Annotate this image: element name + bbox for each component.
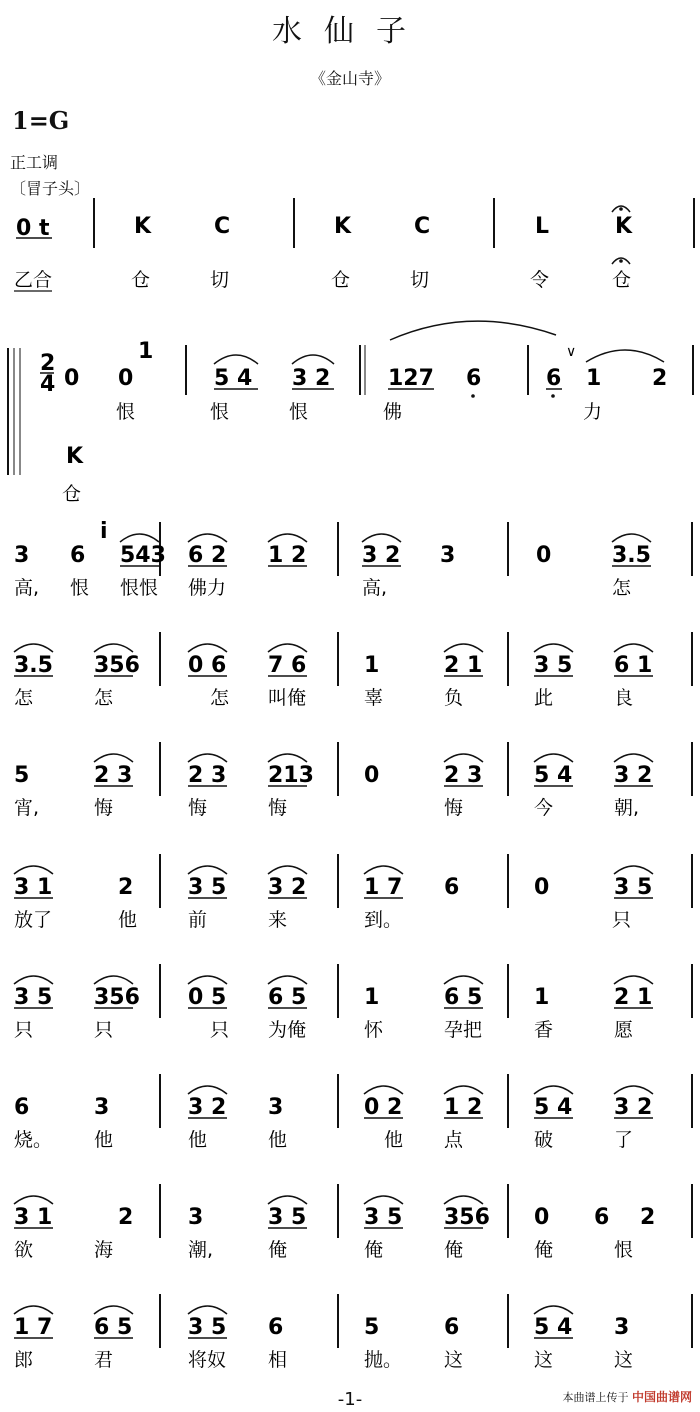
slur	[188, 754, 227, 762]
slur	[188, 866, 227, 874]
note: 3 1	[14, 875, 53, 900]
lyric: 恨	[70, 577, 90, 599]
lyric: 朝,	[614, 797, 640, 819]
lyric: 这	[614, 1349, 634, 1371]
grace-note: 1	[138, 339, 154, 364]
score-row	[14, 1074, 692, 1151]
note: 6	[14, 1095, 30, 1120]
lyric: 俺	[534, 1239, 554, 1261]
slur	[14, 976, 53, 984]
note: 3 5	[14, 985, 53, 1010]
lyric: 佛	[383, 401, 403, 423]
lyric: 怎	[94, 687, 114, 709]
note: 1 2	[444, 1095, 483, 1120]
lyric: 将奴	[188, 1349, 227, 1371]
slur	[444, 754, 483, 762]
slur	[364, 1086, 403, 1094]
slur	[614, 754, 653, 762]
note: 5	[14, 763, 30, 788]
score-row	[14, 1294, 692, 1371]
slur	[14, 866, 53, 874]
lyric: 此	[534, 687, 554, 709]
note: 6	[466, 366, 482, 391]
lyric: 海	[94, 1239, 114, 1261]
slur	[364, 1196, 403, 1204]
lyric: 他	[384, 1129, 404, 1151]
note: 6 1	[614, 653, 653, 678]
intro-note: K	[334, 214, 352, 239]
lyric: 悔	[94, 797, 114, 819]
lyric: 他	[268, 1129, 288, 1151]
slur	[534, 754, 573, 762]
note: 356	[94, 653, 140, 678]
slur	[268, 754, 307, 762]
note: 1 2	[268, 543, 307, 568]
credit-brand: 中国曲谱网	[631, 1390, 692, 1404]
note: 0 5	[188, 985, 227, 1010]
lyric: 这	[534, 1349, 554, 1371]
slur	[614, 1086, 653, 1094]
lyric: 今	[534, 797, 554, 819]
lyric: 俺	[268, 1239, 288, 1261]
slur	[188, 976, 227, 984]
slur	[188, 1086, 227, 1094]
slur	[268, 1196, 307, 1204]
note: 3 2	[188, 1095, 227, 1120]
slur	[14, 1306, 53, 1314]
grace-note: i	[100, 519, 108, 544]
lyric: 叫俺	[268, 687, 307, 709]
note: 0	[534, 1205, 550, 1230]
lyric: 点	[444, 1129, 464, 1151]
slur	[534, 644, 573, 652]
note: 2 3	[444, 763, 483, 788]
score-row	[14, 1184, 692, 1261]
lyric: 怀	[364, 1019, 384, 1041]
lyric: 力	[583, 401, 603, 423]
note: 3	[14, 543, 30, 568]
mode-label: 正工调	[10, 153, 59, 172]
lyric: 恨恨	[120, 577, 159, 599]
slur	[214, 355, 258, 364]
note: 5	[364, 1315, 380, 1340]
slur	[188, 534, 227, 542]
percussion-note: K	[66, 444, 84, 469]
note: 6	[594, 1205, 610, 1230]
percussion-lyric: 仓	[62, 483, 82, 505]
lyric: 孕把	[444, 1019, 483, 1041]
lyric: 宵,	[14, 797, 40, 819]
section-label: 〔冒子头〕	[10, 179, 91, 198]
lyric: 香	[534, 1019, 554, 1041]
note: 7 6	[268, 653, 307, 678]
lyric: 俺	[364, 1239, 384, 1261]
lyric: 郎	[14, 1349, 34, 1371]
slur	[94, 644, 133, 652]
slur	[586, 350, 664, 362]
note: 0	[118, 366, 134, 391]
slur	[94, 754, 133, 762]
lyric: 恨	[614, 1239, 634, 1261]
credit-text: 本曲谱上传于	[562, 1391, 629, 1404]
note: 213	[268, 763, 314, 788]
intro-note: 0 t	[16, 216, 50, 241]
slur	[444, 644, 483, 652]
note: 1 7	[364, 875, 403, 900]
note: 1	[364, 985, 380, 1010]
intro-lyric: 切	[210, 269, 230, 291]
time-sig-bottom: 4	[40, 372, 56, 397]
note: 0	[536, 543, 552, 568]
intro-note: L	[535, 214, 550, 239]
slur	[614, 866, 653, 874]
note: 3	[94, 1095, 110, 1120]
note: 3 5	[534, 653, 573, 678]
note: 6	[444, 875, 460, 900]
note: 6	[546, 366, 562, 391]
intro-lyric: 令	[530, 269, 550, 291]
slur	[120, 534, 159, 542]
lyric: 俺	[444, 1239, 464, 1261]
note: 0	[64, 366, 80, 391]
note: 1	[586, 366, 602, 391]
slur	[14, 644, 53, 652]
lyric: 怎	[612, 577, 632, 599]
note: 3 5	[188, 1315, 227, 1340]
slur	[614, 644, 653, 652]
note: 3 2	[614, 1095, 653, 1120]
note: 0	[364, 763, 380, 788]
lyric: 良	[614, 687, 634, 709]
note: 5 4	[534, 1095, 573, 1120]
lyric: 他	[188, 1129, 208, 1151]
note: 3	[614, 1315, 630, 1340]
intro-lyric: 乙合	[14, 269, 53, 291]
slur	[14, 1196, 53, 1204]
note: 356	[94, 985, 140, 1010]
lyric: 恨	[289, 401, 309, 423]
lyric: 这	[444, 1349, 464, 1371]
slur	[444, 976, 483, 984]
note: 356	[444, 1205, 490, 1230]
note: 1	[534, 985, 550, 1010]
note: 3 5	[268, 1205, 307, 1230]
source-credit	[562, 1388, 692, 1405]
intro-note: K	[615, 214, 633, 239]
note: 6 5	[94, 1315, 133, 1340]
note: 2 3	[188, 763, 227, 788]
lyric: 怎	[210, 687, 230, 709]
slur	[362, 534, 401, 542]
note: 3 2	[362, 543, 401, 568]
lyric: 高,	[362, 577, 388, 599]
lyric: 了	[614, 1129, 634, 1151]
lyric: 来	[268, 909, 288, 931]
note: 5 4	[534, 763, 573, 788]
slur	[94, 976, 133, 984]
note: 6 2	[188, 543, 227, 568]
slur	[390, 321, 556, 340]
slur	[534, 1086, 573, 1094]
note: 3	[188, 1205, 204, 1230]
note: 0	[534, 875, 550, 900]
note: 3	[440, 543, 456, 568]
note: 5 4	[214, 366, 253, 391]
note: 127	[388, 366, 434, 391]
note: 3 5	[614, 875, 653, 900]
note: 5 4	[534, 1315, 573, 1340]
note: 2	[652, 366, 668, 391]
slur	[364, 866, 403, 874]
lyric: 只	[612, 909, 632, 931]
note: 2 3	[94, 763, 133, 788]
note: 3.5	[14, 653, 53, 678]
note: 6	[70, 543, 86, 568]
note: 6 5	[268, 985, 307, 1010]
lyric: 只	[14, 1019, 34, 1041]
lyric: 到。	[364, 909, 403, 931]
note: 2 1	[614, 985, 653, 1010]
slur	[614, 976, 653, 984]
slur	[268, 976, 307, 984]
score-row	[14, 519, 692, 599]
intro-row	[14, 198, 694, 291]
lyric: 高,	[14, 577, 40, 599]
note: 3 5	[364, 1205, 403, 1230]
lyric: 潮,	[188, 1239, 214, 1261]
intro-note: K	[134, 214, 152, 239]
page-number: -1-	[337, 1389, 363, 1410]
lyric: 只	[94, 1019, 114, 1041]
intro-lyric: 切	[410, 269, 430, 291]
note: 3 5	[188, 875, 227, 900]
score-row	[14, 742, 692, 819]
lyric: 恨	[210, 401, 230, 423]
lyric: 他	[94, 1129, 114, 1151]
intro-lyric: 仓	[331, 269, 351, 291]
intro-lyric: 仓	[612, 269, 632, 291]
note: 543	[120, 543, 166, 568]
lyric: 君	[94, 1349, 114, 1371]
slur	[188, 644, 227, 652]
note: 6	[444, 1315, 460, 1340]
note: 3 1	[14, 1205, 53, 1230]
note: 0 6	[188, 653, 227, 678]
lyric: 悔	[268, 797, 288, 819]
note: 3 2	[292, 366, 331, 391]
lyric: 愿	[614, 1019, 634, 1041]
slur	[534, 1306, 573, 1314]
time-sig-top: 2	[40, 351, 56, 376]
note: 1	[364, 653, 380, 678]
lyric: 为俺	[268, 1019, 307, 1041]
slur	[188, 1306, 227, 1314]
lyric: 悔	[444, 797, 464, 819]
lyric: 佛力	[188, 577, 227, 599]
intro-note: C	[414, 214, 431, 239]
note: 6	[268, 1315, 284, 1340]
slur	[444, 1196, 483, 1204]
note: 3 2	[614, 763, 653, 788]
note: 3 2	[268, 875, 307, 900]
note: 1 7	[14, 1315, 53, 1340]
lyric: 悔	[188, 797, 208, 819]
lyric: 放了	[14, 909, 53, 931]
note: 3	[268, 1095, 284, 1120]
lyric: 破	[534, 1129, 554, 1151]
intro-note: C	[214, 214, 231, 239]
lyric: 前	[188, 909, 208, 931]
slur	[444, 1086, 483, 1094]
lyric: 辜	[364, 687, 384, 709]
slur	[268, 534, 307, 542]
lyric: 欲	[14, 1239, 34, 1261]
lyric: 只	[210, 1019, 230, 1041]
slur	[268, 644, 307, 652]
note: 3.5	[612, 543, 651, 568]
slur	[612, 534, 651, 542]
score-rows	[14, 519, 692, 1371]
note: 6 5	[444, 985, 483, 1010]
lyric: 怎	[14, 687, 34, 709]
lyric: 负	[444, 687, 464, 709]
score-row	[14, 854, 692, 931]
page-title: 水仙子	[272, 14, 428, 49]
note: 2	[640, 1205, 656, 1230]
key-signature: 1=G	[12, 106, 70, 135]
note: 2	[118, 875, 134, 900]
score-row	[14, 964, 692, 1041]
lyric: 恨	[116, 401, 136, 423]
lyric: 相	[268, 1349, 288, 1371]
score-row	[14, 632, 692, 709]
opera-subtitle: 《金山寺》	[309, 69, 390, 88]
slur	[94, 1306, 133, 1314]
row2-system	[8, 321, 693, 505]
lyric: 烧。	[14, 1129, 53, 1151]
lyric: 抛。	[364, 1349, 403, 1371]
slur	[292, 355, 334, 364]
slur	[268, 866, 307, 874]
note: 2	[118, 1205, 134, 1230]
note: 2 1	[444, 653, 483, 678]
intro-lyric: 仓	[131, 269, 151, 291]
note: 0 2	[364, 1095, 403, 1120]
breath-mark: ∨	[566, 344, 577, 360]
lyric: 他	[118, 909, 138, 931]
